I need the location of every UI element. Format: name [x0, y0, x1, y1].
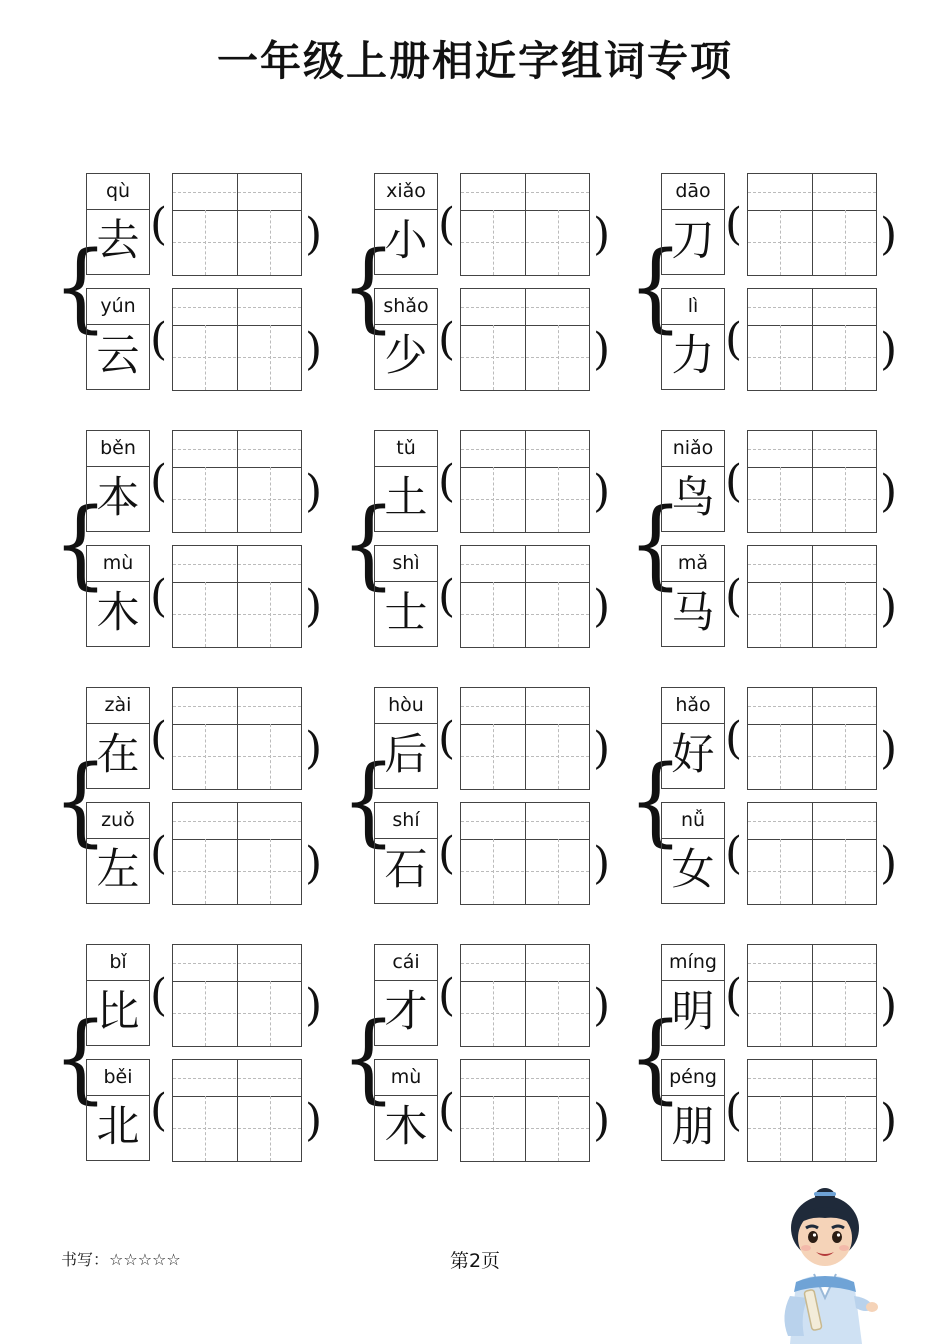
- brace-symbol: {: [628, 231, 684, 343]
- hanzi-char: 才: [374, 981, 438, 1046]
- char-row: [50, 944, 340, 1047]
- word-group: [50, 687, 340, 905]
- scholar-mascot-illustration: [770, 1186, 880, 1344]
- answer-grid[interactable]: [460, 545, 590, 648]
- open-paren: (: [150, 456, 168, 507]
- answer-grid[interactable]: [172, 545, 302, 648]
- answer-grid[interactable]: [747, 687, 877, 790]
- pinyin-label: bǐ: [86, 944, 150, 981]
- pinyin-label: mù: [86, 545, 150, 582]
- close-paren: ): [305, 324, 323, 375]
- answer-grid[interactable]: [172, 802, 302, 905]
- brace-symbol: {: [341, 745, 397, 857]
- hanzi-char: 在: [86, 724, 150, 789]
- open-paren: (: [150, 970, 168, 1021]
- open-paren: (: [438, 571, 456, 622]
- hanzi-char: 左: [86, 839, 150, 904]
- hanzi-char: 去: [86, 210, 150, 275]
- pinyin-label: shí: [374, 802, 438, 839]
- close-paren: ): [305, 980, 323, 1031]
- answer-grid[interactable]: [460, 430, 590, 533]
- pinyin-label: nǚ: [661, 802, 725, 839]
- char-row: [50, 687, 340, 790]
- brace-symbol: {: [53, 231, 109, 343]
- open-paren: (: [725, 456, 743, 507]
- brace-symbol: {: [628, 1002, 684, 1114]
- pinyin-label: xiǎo: [374, 173, 438, 210]
- answer-grid[interactable]: [747, 173, 877, 276]
- open-paren: (: [725, 970, 743, 1021]
- answer-grid[interactable]: [460, 1059, 590, 1162]
- hanzi-char: 土: [374, 467, 438, 532]
- page-title: 一年级上册相近字组词专项: [217, 37, 733, 85]
- char-row: [338, 173, 628, 276]
- close-paren: ): [880, 466, 898, 517]
- answer-grid[interactable]: [172, 430, 302, 533]
- open-paren: (: [438, 828, 456, 879]
- word-group: [50, 944, 340, 1162]
- char-row: [338, 687, 628, 790]
- pinyin-label: zuǒ: [86, 802, 150, 839]
- hanzi-char: 女: [661, 839, 725, 904]
- brace-symbol: {: [53, 745, 109, 857]
- close-paren: ): [305, 581, 323, 632]
- close-paren: ): [305, 838, 323, 889]
- pinyin-label: tǔ: [374, 430, 438, 467]
- hanzi-char: 鸟: [661, 467, 725, 532]
- char-row: [50, 802, 340, 905]
- char-row: [625, 944, 915, 1047]
- answer-grid[interactable]: [172, 288, 302, 391]
- open-paren: (: [150, 571, 168, 622]
- answer-grid[interactable]: [460, 173, 590, 276]
- open-paren: (: [725, 314, 743, 365]
- word-group: [625, 430, 915, 648]
- char-row: [625, 802, 915, 905]
- brace-symbol: {: [341, 231, 397, 343]
- close-paren: ): [593, 466, 611, 517]
- close-paren: ): [305, 1095, 323, 1146]
- answer-grid[interactable]: [747, 1059, 877, 1162]
- open-paren: (: [725, 1085, 743, 1136]
- answer-grid[interactable]: [460, 288, 590, 391]
- open-paren: (: [725, 571, 743, 622]
- pinyin-label: zài: [86, 687, 150, 724]
- close-paren: ): [880, 723, 898, 774]
- hanzi-char: 云: [86, 325, 150, 390]
- pinyin-label: shǎo: [374, 288, 438, 325]
- char-row: [50, 288, 340, 391]
- answer-grid[interactable]: [747, 802, 877, 905]
- word-group: [338, 173, 628, 391]
- char-row: [625, 1059, 915, 1162]
- word-group: [338, 430, 628, 648]
- pinyin-label: hǎo: [661, 687, 725, 724]
- char-row: [338, 1059, 628, 1162]
- hanzi-char: 士: [374, 582, 438, 647]
- word-group: [625, 687, 915, 905]
- close-paren: ): [880, 838, 898, 889]
- hanzi-char: 力: [661, 325, 725, 390]
- answer-grid[interactable]: [172, 944, 302, 1047]
- open-paren: (: [438, 1085, 456, 1136]
- char-row: [338, 430, 628, 533]
- word-group: [50, 173, 340, 391]
- page-number: 第2页: [449, 1250, 501, 1272]
- hanzi-char: 石: [374, 839, 438, 904]
- pinyin-label: yún: [86, 288, 150, 325]
- hanzi-char: 刀: [661, 210, 725, 275]
- hanzi-char: 木: [86, 582, 150, 647]
- brace-symbol: {: [628, 745, 684, 857]
- close-paren: ): [305, 466, 323, 517]
- writing-rating: 书写：☆☆☆☆☆: [61, 1250, 181, 1269]
- char-row: [625, 687, 915, 790]
- pinyin-label: běn: [86, 430, 150, 467]
- answer-grid[interactable]: [460, 944, 590, 1047]
- close-paren: ): [880, 581, 898, 632]
- open-paren: (: [150, 713, 168, 764]
- pinyin-label: dāo: [661, 173, 725, 210]
- pinyin-label: qù: [86, 173, 150, 210]
- hanzi-char: 后: [374, 724, 438, 789]
- hanzi-char: 北: [86, 1096, 150, 1161]
- answer-grid[interactable]: [460, 687, 590, 790]
- open-paren: (: [150, 828, 168, 879]
- open-paren: (: [150, 199, 168, 250]
- open-paren: (: [150, 314, 168, 365]
- char-row: [338, 288, 628, 391]
- char-row: [50, 545, 340, 648]
- close-paren: ): [593, 723, 611, 774]
- open-paren: (: [725, 199, 743, 250]
- hanzi-char: 小: [374, 210, 438, 275]
- close-paren: ): [880, 324, 898, 375]
- hanzi-char: 比: [86, 981, 150, 1046]
- close-paren: ): [593, 838, 611, 889]
- char-row: [338, 802, 628, 905]
- answer-grid[interactable]: [172, 173, 302, 276]
- close-paren: ): [305, 723, 323, 774]
- char-row: [50, 173, 340, 276]
- word-group: [625, 173, 915, 391]
- open-paren: (: [725, 713, 743, 764]
- close-paren: ): [593, 209, 611, 260]
- brace-symbol: {: [53, 488, 109, 600]
- close-paren: ): [880, 980, 898, 1031]
- open-paren: (: [438, 713, 456, 764]
- hanzi-char: 好: [661, 724, 725, 789]
- char-row: [50, 430, 340, 533]
- answer-grid[interactable]: [460, 802, 590, 905]
- word-group: [338, 687, 628, 905]
- char-row: [625, 430, 915, 533]
- pinyin-label: shì: [374, 545, 438, 582]
- open-paren: (: [438, 199, 456, 250]
- hanzi-char: 本: [86, 467, 150, 532]
- pinyin-label: péng: [661, 1059, 725, 1096]
- answer-grid[interactable]: [747, 944, 877, 1047]
- hanzi-char: 明: [661, 981, 725, 1046]
- close-paren: ): [593, 980, 611, 1031]
- pinyin-label: hòu: [374, 687, 438, 724]
- answer-grid[interactable]: [172, 1059, 302, 1162]
- brace-symbol: {: [341, 1002, 397, 1114]
- hanzi-char: 朋: [661, 1096, 725, 1161]
- open-paren: (: [725, 828, 743, 879]
- close-paren: ): [593, 324, 611, 375]
- pinyin-label: mù: [374, 1059, 438, 1096]
- char-row: [625, 545, 915, 648]
- answer-grid[interactable]: [747, 288, 877, 391]
- hanzi-char: 少: [374, 325, 438, 390]
- close-paren: ): [305, 209, 323, 260]
- brace-symbol: {: [628, 488, 684, 600]
- answer-grid[interactable]: [747, 545, 877, 648]
- hanzi-char: 马: [661, 582, 725, 647]
- word-group: [338, 944, 628, 1162]
- answer-grid[interactable]: [172, 687, 302, 790]
- close-paren: ): [880, 1095, 898, 1146]
- close-paren: ): [880, 209, 898, 260]
- open-paren: (: [438, 314, 456, 365]
- open-paren: (: [438, 456, 456, 507]
- hanzi-char: 木: [374, 1096, 438, 1161]
- pinyin-label: mǎ: [661, 545, 725, 582]
- char-row: [50, 1059, 340, 1162]
- pinyin-label: běi: [86, 1059, 150, 1096]
- pinyin-label: míng: [661, 944, 725, 981]
- char-row: [625, 173, 915, 276]
- open-paren: (: [438, 970, 456, 1021]
- char-row: [338, 545, 628, 648]
- pinyin-label: cái: [374, 944, 438, 981]
- pinyin-label: niǎo: [661, 430, 725, 467]
- answer-grid[interactable]: [747, 430, 877, 533]
- brace-symbol: {: [53, 1002, 109, 1114]
- word-group: [50, 430, 340, 648]
- pinyin-label: lì: [661, 288, 725, 325]
- close-paren: ): [593, 1095, 611, 1146]
- close-paren: ): [593, 581, 611, 632]
- char-row: [338, 944, 628, 1047]
- word-group: [625, 944, 915, 1162]
- brace-symbol: {: [341, 488, 397, 600]
- char-row: [625, 288, 915, 391]
- open-paren: (: [150, 1085, 168, 1136]
